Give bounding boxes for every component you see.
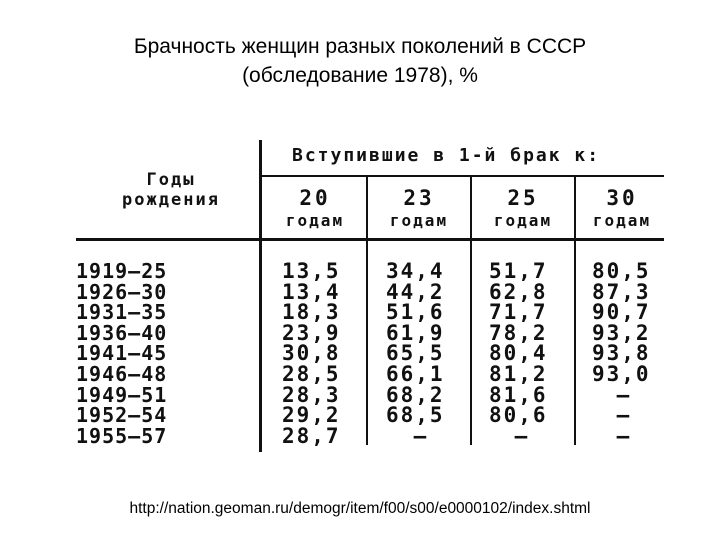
column-header-age-23-unit: годам [389,211,449,230]
birth-years-cell: 1919—25 [76,259,168,283]
value-cell-age-20: 28,5 [282,361,341,386]
value-cell-age-20: 13,4 [282,279,341,304]
value-column-age-25 [489,261,569,446]
value-cell-age-20: 13,5 [282,259,341,283]
birth-years-cell: 1931—35 [76,300,168,325]
value-cell-age-23: 44,2 [386,279,445,304]
column-header-age-23 [368,186,470,232]
birth-years-cell: 1936—40 [76,320,168,345]
value-cell-age-30: 87,3 [592,279,651,304]
slide-title-line-1: Брачность женщин разных поколений в СССР [133,35,587,58]
column-header-age-30-unit: годам [592,211,652,230]
value-cell-age-20: 30,8 [282,341,341,366]
table-divider-horizontal-group [262,175,664,177]
value-cell-age-20: 28,7 [282,423,341,448]
column-header-age-30 [576,186,668,232]
column-header-age-20-number: 20 [299,186,331,210]
birth-years-cell: 1926—30 [76,279,168,304]
birth-years-cell: 1946—48 [76,361,168,386]
column-header-age-20 [264,186,366,232]
value-cell-age-20: 23,9 [282,320,341,345]
value-cell-age-23: 68,2 [386,382,445,407]
value-cell-age-25: 62,8 [489,279,548,304]
value-cell-age-30: 93,8 [592,341,651,366]
birth-years-column [76,261,252,446]
value-cell-age-20: 28,3 [282,382,341,407]
value-cell-age-30: — [616,403,632,428]
value-cell-age-20: 29,2 [282,403,341,428]
value-cell-age-20: 18,3 [282,300,341,325]
source-url: http://nation.geoman.ru/demogr/item/f00/s00/e0000102/index.shtml [129,500,591,517]
value-cell-age-30: 93,0 [592,361,651,386]
birth-years-cell: 1955—57 [76,423,168,448]
birth-years-cell: 1952—54 [76,403,168,428]
value-cell-age-23: 51,6 [386,300,445,325]
value-cell-age-23: 66,1 [386,361,445,386]
row-header-line-1: Годы [146,170,196,190]
column-header-age-20-unit: годам [285,211,345,230]
value-cell-age-25: 51,7 [489,259,548,283]
group-header-first-marriage: Вступившие в 1-й брак к: [292,145,601,166]
value-cell-age-25: 80,4 [489,341,548,366]
value-cell-age-23: 68,5 [386,403,445,428]
value-cell-age-25: 71,7 [489,300,548,325]
slide-title-line-2: (обследование 1978), % [242,64,478,87]
value-cell-age-30: 93,2 [592,320,651,345]
value-cell-age-23: 61,9 [386,320,445,345]
row-header-years [96,170,246,210]
birth-years-cell: 1941—45 [76,341,168,366]
value-cell-age-23: 34,4 [386,259,445,283]
value-column-age-30 [592,261,668,446]
column-header-age-30-number: 30 [606,186,638,210]
value-column-age-23 [386,261,466,446]
value-cell-age-30: 80,5 [592,259,651,283]
value-cell-age-30: 90,7 [592,300,651,325]
column-header-age-25 [472,186,574,232]
birth-years-cell: 1949—51 [76,382,168,407]
value-column-age-20 [282,261,362,446]
value-cell-age-25: 80,6 [489,403,548,428]
value-cell-age-25: 81,2 [489,361,548,386]
value-cell-age-25: — [514,423,530,448]
value-cell-age-25: 81,6 [489,382,548,407]
value-cell-age-30: — [616,423,632,448]
value-cell-age-23: 65,5 [386,341,445,366]
value-cell-age-30: — [616,382,632,407]
row-header-line-2: рождения [122,190,220,210]
column-header-age-23-number: 23 [403,186,435,210]
table-divider-vertical-main [259,140,262,452]
column-header-age-25-number: 25 [507,186,539,210]
value-cell-age-25: 78,2 [489,320,548,345]
value-cell-age-23: — [413,423,429,448]
column-header-age-25-unit: годам [493,211,553,230]
